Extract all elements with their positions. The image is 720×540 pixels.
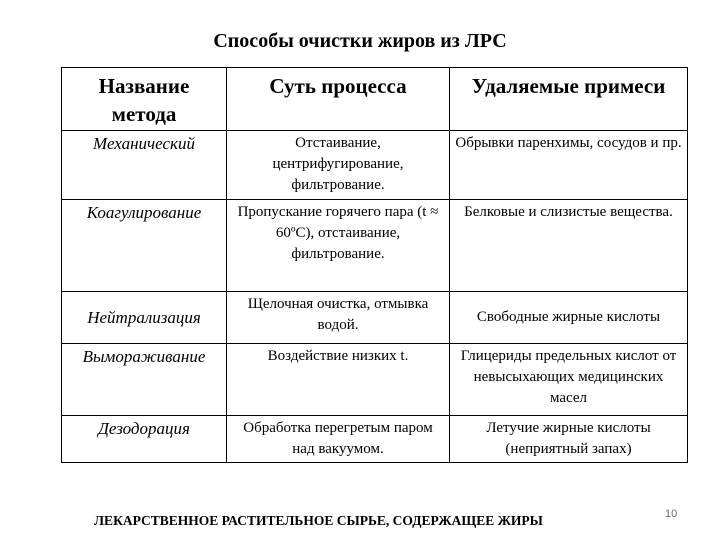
slide-footer: ЛЕКАРСТВЕННОЕ РАСТИТЕЛЬНОЕ СЫРЬЕ, СОДЕРЖАЩЕЕ ЖИРЫ [94,513,543,528]
impurities-cell: Свободные жирные кислоты [450,292,688,344]
purification-methods-table [61,67,688,463]
process-cell: Щелочная очистка, отмывка водой. [227,292,450,344]
method-cell: Механический [62,131,227,200]
table-row [62,131,688,200]
page-number: 10 [665,508,678,520]
method-cell: Коагулирование [62,200,227,292]
table-row [62,200,688,292]
header-impurities: Удаляемые примеси [450,68,688,131]
header-method-name: Название метода [62,68,227,131]
table-row [62,344,688,416]
header-process: Суть процесса [227,68,450,131]
process-cell: Отстаивание, центрифугирование, фильтрование. [227,131,450,200]
process-cell: Обработка перегретым паром над вакуумом. [227,416,450,463]
slide-title: Способы очистки жиров из ЛРС [213,30,507,52]
table-row [62,416,688,463]
method-cell: Нейтрализация [62,292,227,344]
method-cell: Дезодорация [62,416,227,463]
process-cell: Воздействие низких t. [227,344,450,416]
table-header-row [62,68,688,131]
impurities-cell: Белковые и слизистые вещества. [450,200,688,292]
method-cell: Вымораживание [62,344,227,416]
table-row [62,292,688,344]
impurities-cell: Глицериды предельных кислот от невысыхающих медицинских масел [450,344,688,416]
impurities-cell: Обрывки паренхимы, сосудов и пр. [450,131,688,200]
impurities-cell: Летучие жирные кислоты (неприятный запах) [450,416,688,463]
process-cell: Пропускание горячего пара (t ≈ 60ºС), отстаивание, фильтрование. [227,200,450,292]
